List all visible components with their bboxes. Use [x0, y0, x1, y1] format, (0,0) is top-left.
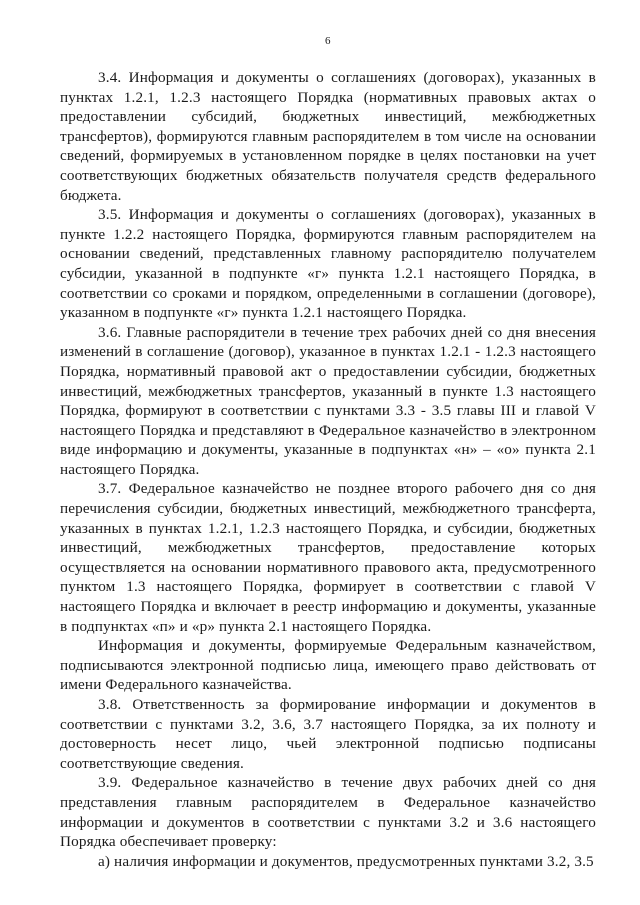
page-number: 6	[325, 35, 331, 47]
paragraph-3-9-a: а) наличия информации и документов, предусмотренных пунктами 3.2, 3.5	[98, 852, 594, 870]
paragraph-3-7: 3.7. Федеральное казначейство не позднее второго рабочего дня со дня перечисления субсидии, бюджетных инвестиций, межбюджетного трансферта, указанных в пунктах 1.2.1, 1.2.3 настоящего Порядка, и субсидии, бюджетных инвестиций, межбюджетных трансфертов, предоставление которых осуществляется на основании нормативного правового акта, предусмотренного пунктом 1.3 настоящего Порядка, формирует в соответствии с главой V настоящего Порядка и включает в реестр информацию и документы, указанные в подпунктах «п» и «р» пункта 2.1 настоящего Порядка.	[60, 480, 596, 635]
paragraph-3-5: 3.5. Информация и документы о соглашениях (договорах), указанных в пункте 1.2.2 настоящего Порядка, формируются главным распорядителем на основании сведений, представленных главному распорядителю получателем субсидии, указанной в подпункте «г» пункта 1.2.1 настоящего Порядка, в соответствии со сроками и порядком, определенными в соглашении (договоре), указанном в подпункте «г» пункта 1.2.1 настоящего Порядка.	[60, 206, 596, 322]
paragraph-3-7-signature: Информация и документы, формируемые Федеральным казначейством, подписываются электронной подписью лица, имеющего право действовать от имени Федерального казначейства.	[60, 637, 596, 694]
paragraph-3-8: 3.8. Ответственность за формирование информации и документов в соответствии с пунктами 3.2, 3.6, 3.7 настоящего Порядка, за их полноту и достоверность несет лицо, чьей электронной подписью подписаны соответствующие сведения.	[60, 696, 596, 772]
paragraph-3-9: 3.9. Федеральное казначейство в течение двух рабочих дней со дня представления главным распорядителем в Федеральное казначейство информации и документов в соответствии с пунктами 3.2 и 3.6 настоящего Порядка обеспечивает проверку:	[60, 774, 596, 851]
paragraph-3-4: 3.4. Информация и документы о соглашениях (договорах), указанных в пунктах 1.2.1, 1.2.3 настоящего Порядка (нормативных правовых актах о предоставлении субсидий, бюджетных инвестиций, межбюджетных трансфертов), формируются главным распорядителем в том числе на основании сведений, формируемых в установленном порядке в целях постановки на учет соответствующих бюджетных обязательств получателя средств федерального бюджета.	[60, 69, 596, 204]
paragraph-3-6: 3.6. Главные распорядители в течение трех рабочих дней со дня внесения изменений в соглашение (договор), указанное в пунктах 1.2.1 - 1.2.3 настоящего Порядка, нормативный правовой акт о предоставлении субсидии, бюджетных инвестиций, межбюджетных трансфертов, указанный в пункте 1.3 настоящего Порядка, формируют в соответствии с пунктами 3.3 - 3.5 главы III и главой V настоящего Порядка и представляют в Федеральное казначейство в электронном виде информацию и документы, указанные в подпунктах «н» – «о» пункта 2.1 настоящего Порядка.	[60, 323, 596, 478]
